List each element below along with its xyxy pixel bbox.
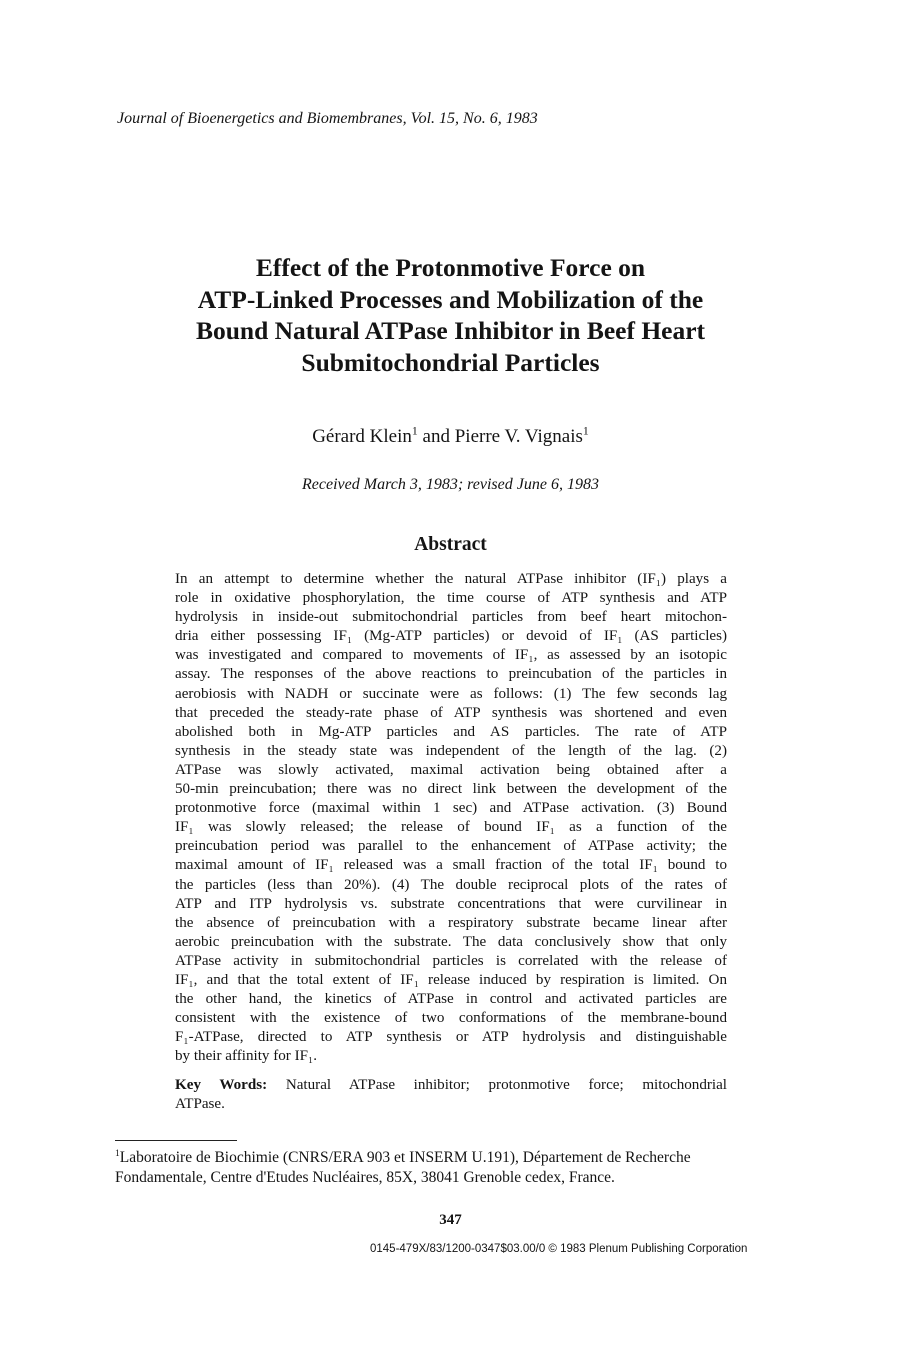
author-list xyxy=(0,426,901,448)
keywords-text: Natural ATPase inhibitor; protonmotive force; mitochondrial xyxy=(267,1077,727,1093)
abstract-line: abolished both in Mg-ATP particles and AS particles. The rate of ATP xyxy=(175,723,727,740)
affiliation-marker: 1 xyxy=(582,424,589,438)
abstract-line: preincubation period was parallel to the enhancement of ATPase activity; the xyxy=(175,838,727,855)
abstract-line: the absence of preincubation with a respiratory substrate became linear after xyxy=(175,914,727,931)
received-dates: Received March 3, 1983; revised June 6, 1983 xyxy=(302,476,599,493)
keywords-line xyxy=(175,1076,727,1095)
article-title xyxy=(100,252,801,378)
footnote-line xyxy=(115,1148,790,1168)
title-line: Bound Natural ATPase Inhibitor in Beef Heart xyxy=(195,316,706,345)
journal-header: Journal of Bioenergetics and Biomembranes, Vol. 15, No. 6, 1983 xyxy=(117,110,538,127)
abstract-line: the other hand, the kinetics of ATPase in control and activated particles are xyxy=(175,991,727,1008)
abstract-line: 50-min preincubation; there was no direct link between the development of the xyxy=(175,781,727,798)
footnote-marker: 1 xyxy=(115,1147,120,1159)
abstract-line: ATPase was slowly activated, maximal activation being obtained after a xyxy=(175,761,727,778)
abstract-line: IF₁, and that the total extent of IF₁ release induced by respiration is limited. On xyxy=(175,971,727,988)
footnote-text: Laboratoire de Biochimie (CNRS/ERA 903 et INSERM U.191), Département de Recherche xyxy=(119,1149,691,1166)
abstract-line: In an attempt to determine whether the natural ATPase inhibitor (IF₁) plays a xyxy=(175,571,727,587)
abstract-line: synthesis in the steady state was independent of the length of the lag. (2) xyxy=(175,742,727,759)
abstract-line: aerobiosis with NADH or succinate were as follows: (1) The few seconds lag xyxy=(175,685,727,702)
copyright-line: 0145-479X/83/1200-0347$03.00/0 © 1983 Plenum Publishing Corporation xyxy=(370,1243,748,1255)
abstract-line: the particles (less than 20%). (4) The double reciprocal plots of the rates of xyxy=(175,876,727,893)
abstract-line: F₁-ATPase, directed to ATP synthesis or ATP hydrolysis and distinguishable xyxy=(175,1029,727,1046)
keywords-line: ATPase. xyxy=(175,1096,225,1113)
page-number: 347 xyxy=(439,1212,462,1228)
abstract-heading: Abstract xyxy=(414,534,487,555)
abstract-line: ATPase activity in submitochondrial particles is correlated with the release of xyxy=(175,952,727,969)
title-line: Effect of the Protonmotive Force on xyxy=(255,253,646,282)
author-conjunction: and xyxy=(417,426,455,447)
abstract-line: that preceded the steady-rate phase of ATP synthesis was shortened and even xyxy=(175,704,727,721)
abstract-line: aerobic preincubation with the substrate. The data conclusively show that only xyxy=(175,933,727,950)
title-line: Submitochondrial Particles xyxy=(301,347,600,377)
abstract-line: was investigated and compared to movements of IF₁, as assessed by an isotopic xyxy=(175,647,727,664)
abstract-line: role in oxidative phosphorylation, the time course of ATP synthesis and ATP xyxy=(175,590,727,607)
abstract-line: assay. The responses of the above reactions to preincubation of the particles in xyxy=(175,666,727,683)
affiliation-marker: 1 xyxy=(411,424,418,438)
abstract-line: ATP and ITP hydrolysis vs. substrate concentrations that were curvilinear in xyxy=(175,895,727,912)
affiliation-footnote xyxy=(115,1148,790,1187)
footnote-rule xyxy=(115,1140,237,1141)
abstract-body xyxy=(175,570,727,1066)
keywords xyxy=(175,1076,727,1114)
abstract-line: consistent with the existence of two conformations of the membrane-bound xyxy=(175,1010,727,1027)
author-name: Pierre V. Vignais xyxy=(454,426,583,447)
abstract-line: IF₁ was slowly released; the release of bound IF₁ as a function of the xyxy=(175,819,727,836)
keywords-label: Key Words: xyxy=(175,1077,268,1093)
abstract-line: hydrolysis in inside-out submitochondrial particles from beef heart mitochon- xyxy=(175,609,727,626)
abstract-line: protonmotive force (maximal within 1 sec) and ATPase activation. (3) Bound xyxy=(175,800,727,817)
footnote-line: Fondamentale, Centre d'Etudes Nucléaires, 85X, 38041 Grenoble cedex, France. xyxy=(115,1168,615,1186)
title-line: ATP-Linked Processes and Mobilization of the xyxy=(197,284,704,314)
abstract-line: by their affinity for IF₁. xyxy=(175,1048,318,1065)
author-name: Gérard Klein xyxy=(312,426,412,447)
abstract-line: maximal amount of IF₁ released was a small fraction of the total IF₁ bound to xyxy=(175,857,727,874)
abstract-line: dria either possessing IF₁ (Mg-ATP particles) or devoid of IF₁ (AS particles) xyxy=(175,628,727,645)
